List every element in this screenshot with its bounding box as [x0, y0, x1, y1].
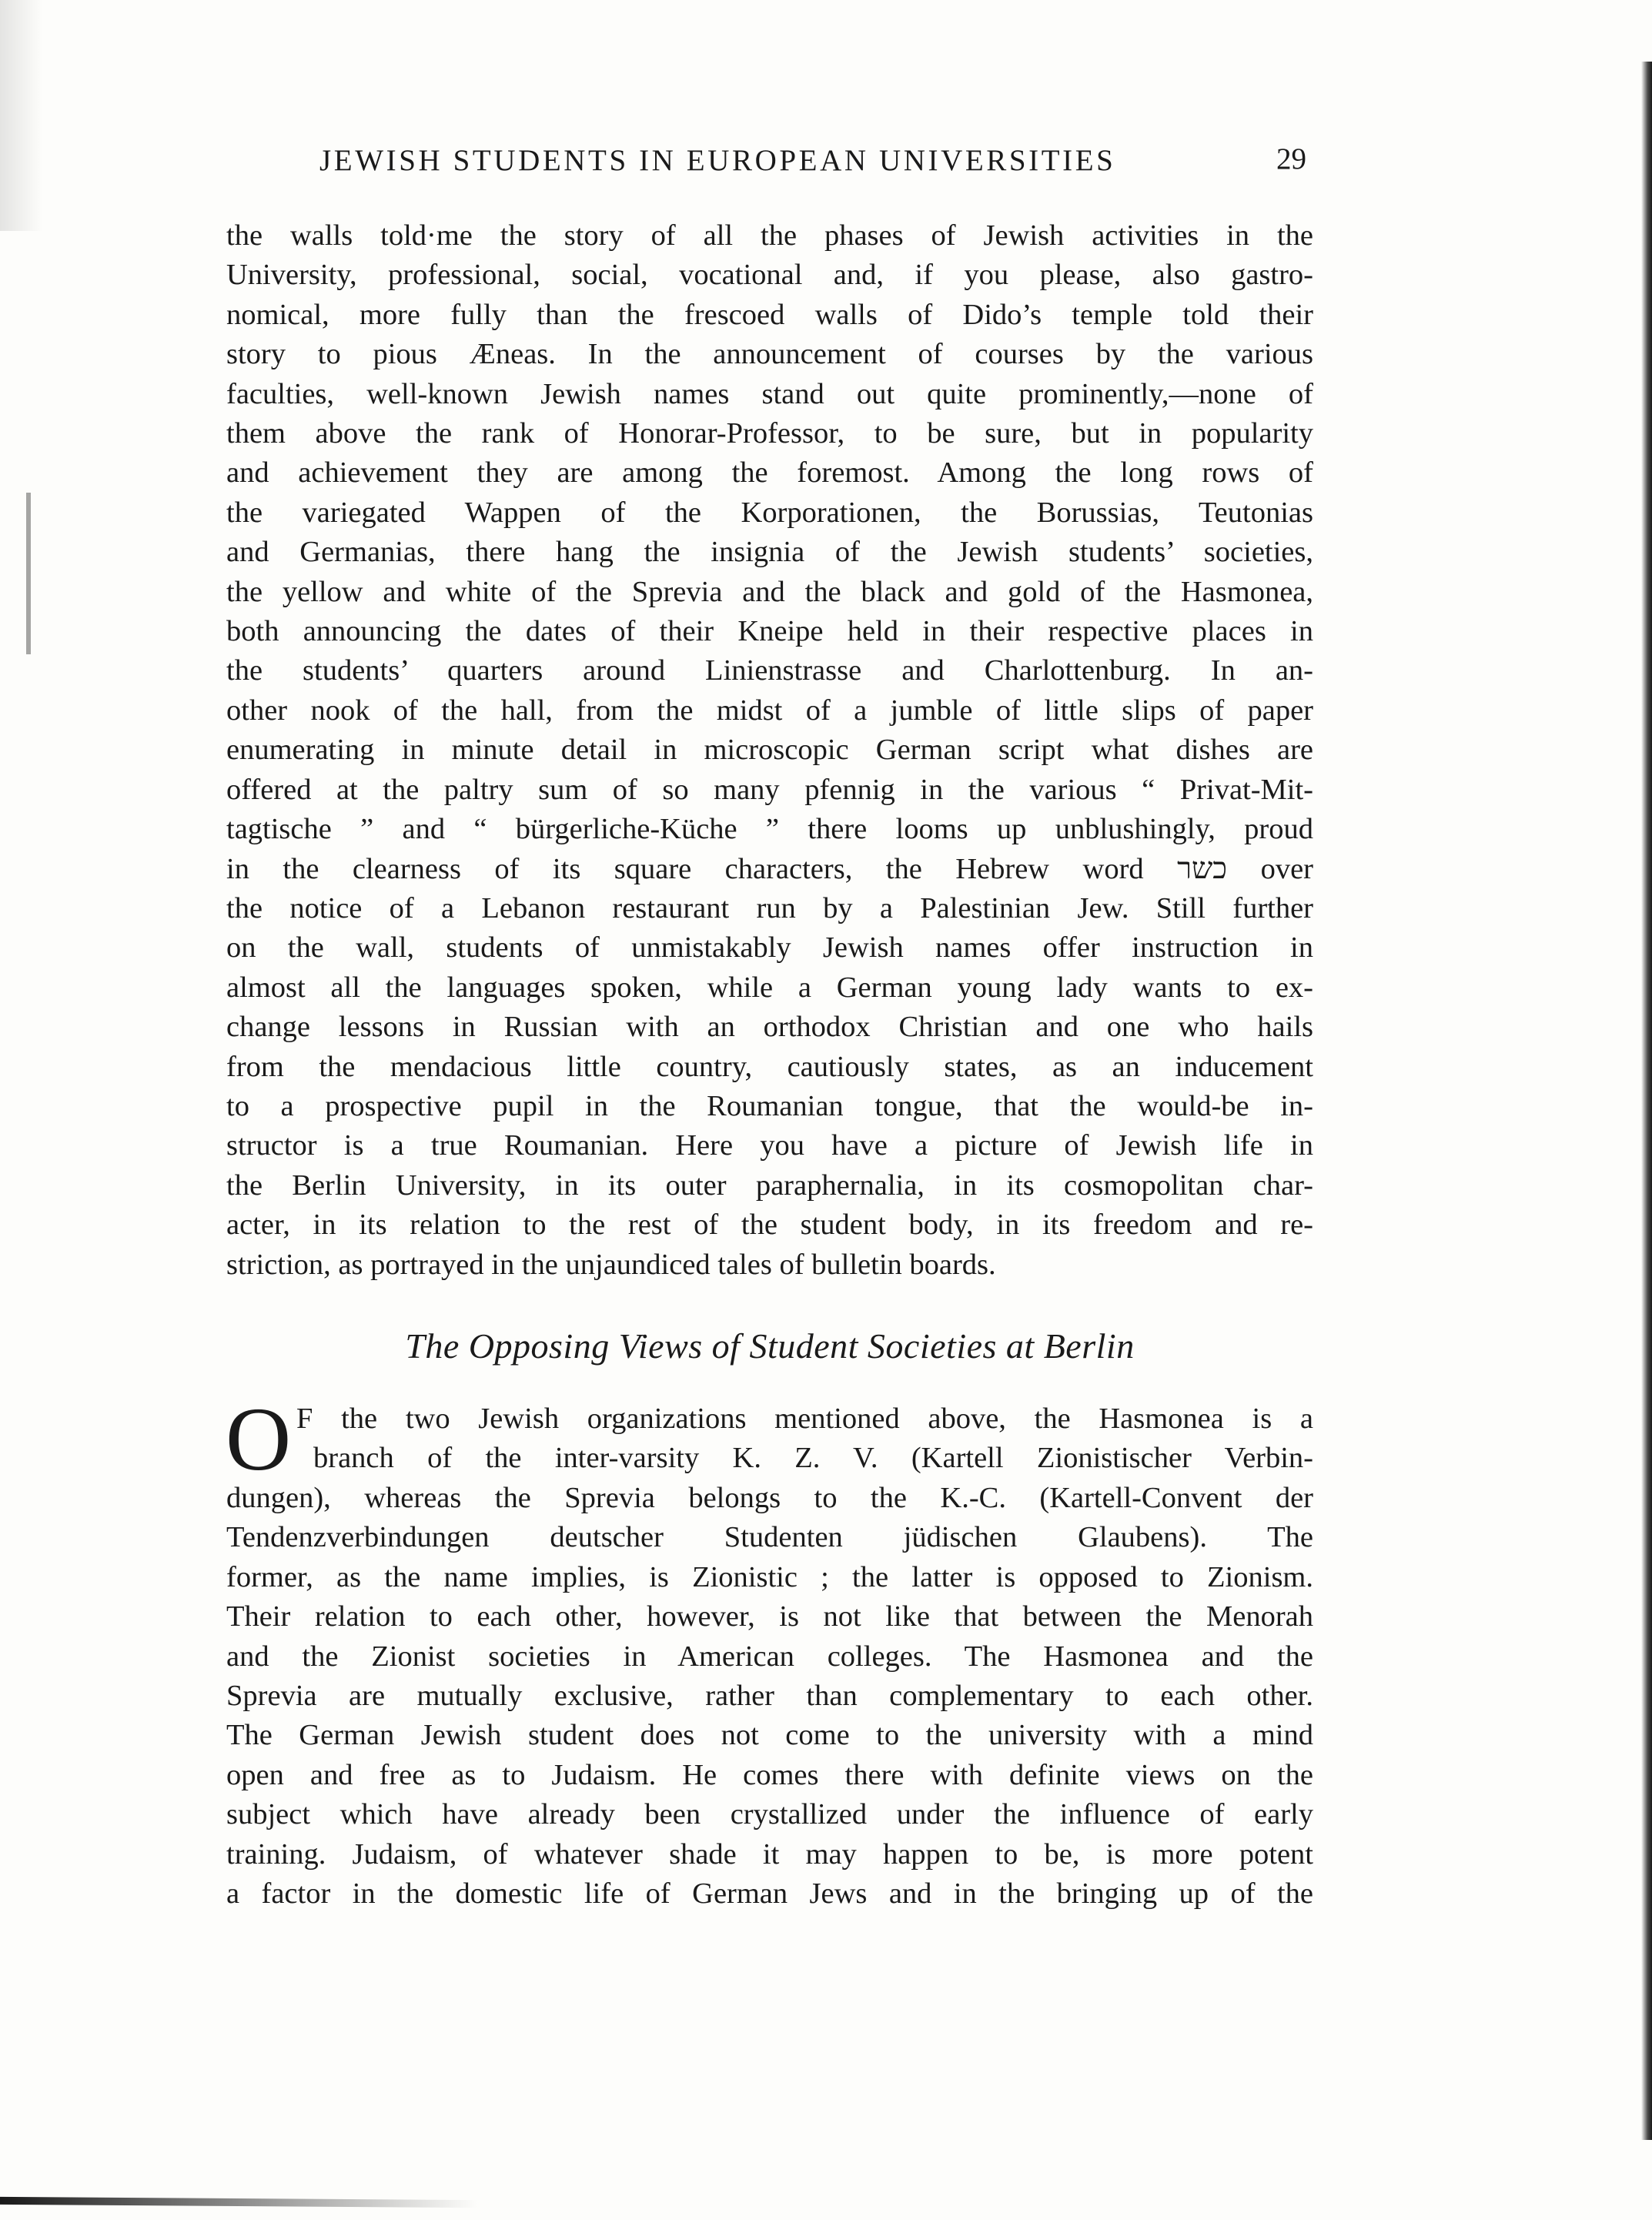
text-line: them above the rank of Honorar-Professor, to be sure, but in popularity — [226, 417, 1313, 450]
scan-shadow-bottom — [0, 2197, 477, 2208]
text-line: structor is a true Roumanian. Here you have a picture of Jewish life in — [226, 1129, 1313, 1162]
text-line: from the mendacious little country, cautiously states, as an inducement — [226, 1050, 1313, 1083]
text-line: both announcing the dates of their Kneipe held in their respective places in — [226, 615, 1313, 648]
text-line: training. Judaism, of whatever shade it may happen to be, is more potent — [226, 1837, 1313, 1871]
paragraph-2 — [226, 1479, 1313, 1914]
text-line: subject which have already been crystallized under the influence of early — [226, 1798, 1313, 1831]
text-line: striction, as portrayed in the unjaundiced tales of bulletin boards. — [226, 1248, 996, 1281]
text-line: to a prospective pupil in the Roumanian tongue, that the would-be in- — [226, 1089, 1313, 1122]
text-line: Their relation to each other, however, is not like that between the Menorah — [226, 1600, 1313, 1633]
text-line: the walls told·me the story of all the phases of Jewish activities in the — [226, 219, 1313, 252]
text-line: change lessons in Russian with an orthodox Christian and one who hails — [226, 1011, 1313, 1044]
text-line: Sprevia are mutually exclusive, rather than complementary to each other. — [226, 1680, 1313, 1713]
section-heading: The Opposing Views of Student Societies at Berlin — [405, 1326, 1135, 1366]
paragraph-1 — [226, 216, 1313, 1285]
text-line: other nook of the hall, from the midst of a jumble of little slips of paper — [226, 694, 1313, 727]
text-line: in the clearness of its square characters, the Hebrew word כשר over — [226, 852, 1313, 885]
text-line: almost all the languages spoken, while a German young lady wants to ex- — [226, 971, 1313, 1004]
drop-cap: O — [226, 1389, 292, 1489]
text-line: and the Zionist societies in American colleges. The Hasmonea and the — [226, 1640, 1313, 1673]
scan-mark-left — [26, 493, 31, 654]
text-line: the students’ quarters around Linienstrasse and Charlottenburg. In an- — [226, 654, 1313, 687]
text-line: nomical, more fully than the frescoed walls of Dido’s temple told their — [226, 298, 1313, 331]
text-line: tagtische ” and “ bürgerliche-Küche ” there looms up unblushingly, proud — [226, 813, 1313, 846]
text-line: acter, in its relation to the rest of the student body, in its freedom and re- — [226, 1209, 1313, 1242]
running-head: JEWISH STUDENTS IN EUROPEAN UNIVERSITIES — [319, 144, 1116, 177]
text-line: enumerating in minute detail in microscopic German script what dishes are — [226, 734, 1313, 767]
text-line: branch of the inter-varsity K. Z. V. (Kartell Zionistischer Verbin- — [313, 1442, 1313, 1475]
text-line: and Germanias, there hang the insignia of the Jewish students’ societies, — [226, 536, 1313, 569]
text-line: former, as the name implies, is Zionistic ; the latter is opposed to Zionism. — [226, 1560, 1313, 1593]
page-number: 29 — [1276, 142, 1306, 176]
text-line: the variegated Wappen of the Korporationen, the Borussias, Teutonias — [226, 496, 1313, 529]
paragraph-2-opening — [296, 1399, 1313, 1479]
text-line: offered at the paltry sum of so many pfennig in the various “ Privat-Mit- — [226, 773, 1313, 806]
text-line: open and free as to Judaism. He comes there with definite views on the — [226, 1758, 1313, 1791]
text-line: the Berlin University, in its outer paraphernalia, in its cosmopolitan char- — [226, 1169, 1313, 1202]
text-line: a factor in the domestic life of German Jews and in the bringing up of the — [226, 1877, 1313, 1911]
text-line: dungen), whereas the Sprevia belongs to the K.-C. (Kartell-Convent der — [226, 1482, 1313, 1514]
text-line: the notice of a Lebanon restaurant run by a Palestinian Jew. Still further — [226, 891, 1313, 924]
scan-shadow-left — [0, 0, 54, 231]
text-line: Tendenzverbindungen deutscher Studenten jüdischen Glaubens). The — [226, 1521, 1313, 1554]
text-line: The German Jewish student does not come to the university with a mind — [226, 1719, 1313, 1752]
scan-shadow-right — [1641, 62, 1652, 2140]
text-line: faculties, well-known Jewish names stand out quite prominently,—none of — [226, 377, 1313, 410]
text-line: F the two Jewish organizations mentioned above, the Hasmonea is a — [296, 1403, 1313, 1435]
text-line: University, professional, social, vocational and, if you please, also gastro- — [226, 259, 1313, 292]
text-line: on the wall, students of unmistakably Jewish names offer instruction in — [226, 931, 1313, 965]
text-line: the yellow and white of the Sprevia and the black and gold of the Hasmonea, — [226, 575, 1313, 608]
text-line: and achievement they are among the foremost. Among the long rows of — [226, 456, 1313, 490]
text-line: story to pious Æneas. In the announcement of courses by the various — [226, 338, 1313, 371]
